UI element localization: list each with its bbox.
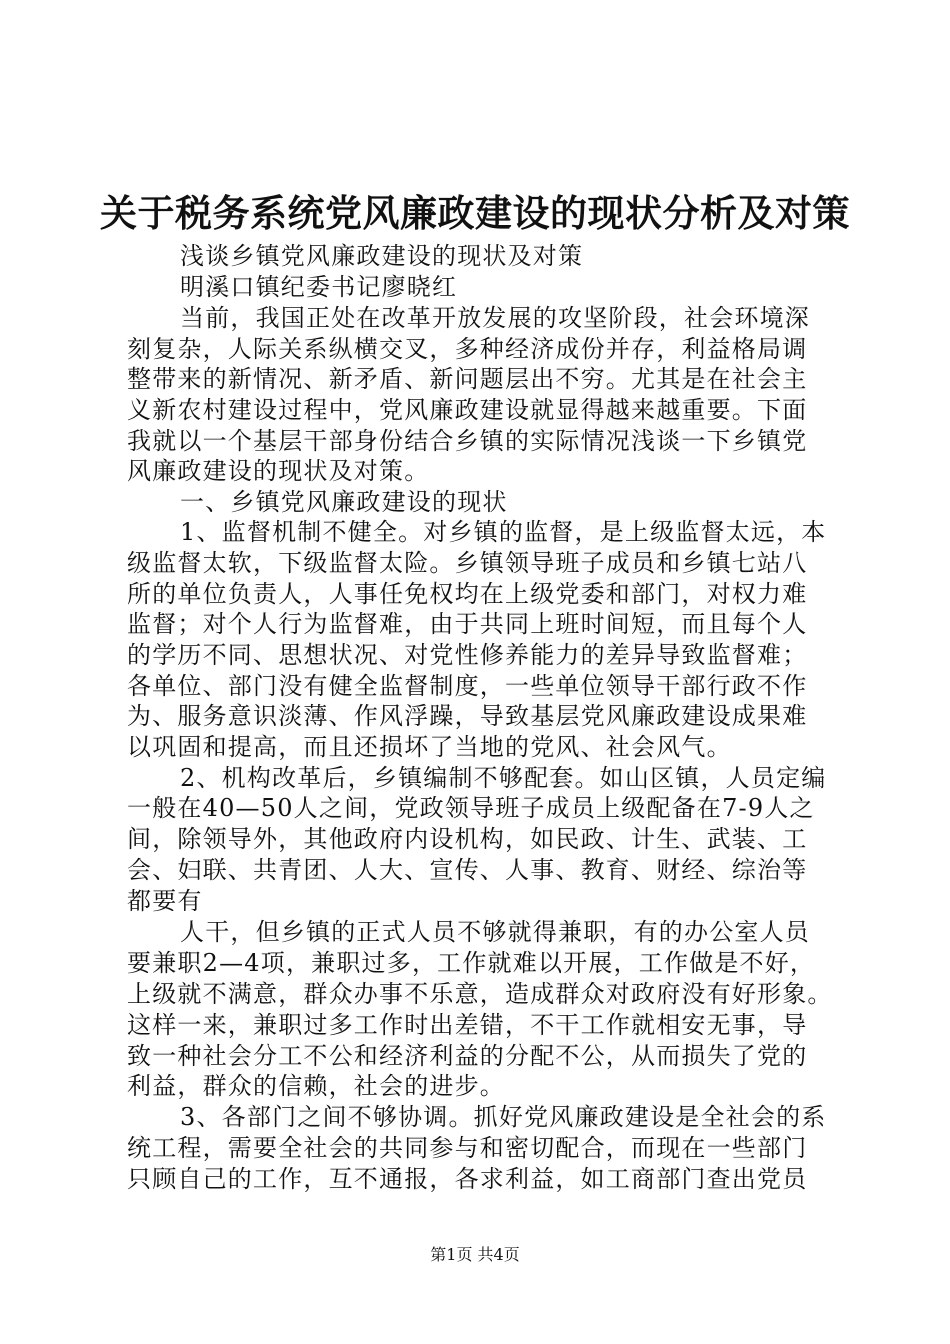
- paragraph-line: 义新农村建设过程中，党风廉政建设就显得越来越重要。下面: [127, 396, 808, 424]
- paragraph-line: 为、服务意识淡薄、作风浮躁，导致基层党风廉政建设成果难: [127, 702, 808, 730]
- paragraph-line: 当前，我国正处在改革开放发展的攻坚阶段，社会环境深: [180, 304, 810, 332]
- paragraph-line: 要兼职2—4项，兼职过多，工作就难以开展，工作做是不好，: [127, 949, 816, 977]
- document-title: 关于税务系统党风廉政建设的现状分析及对策: [100, 192, 850, 235]
- section-heading: 一、乡镇党风廉政建设的现状: [180, 488, 508, 516]
- paragraph-line: 2、机构改革后，乡镇编制不够配套。如山区镇，人员定编: [180, 764, 827, 792]
- paragraph-line: 1、监督机制不健全。对乡镇的监督，是上级监督太远，本: [180, 518, 827, 546]
- paragraph-line: 会、妇联、共青团、人大、宣传、人事、教育、财经、综治等: [127, 856, 808, 884]
- paragraph-line: 都要有: [127, 887, 203, 915]
- paragraph-line: 统工程，需要全社会的共同参与和密切配合，而现在一些部门: [127, 1134, 808, 1162]
- paragraph-line: 一般在40—50人之间，党政领导班子成员上级配备在7-9人之: [127, 794, 815, 822]
- paragraph-line: 的学历不同、思想状况、对党性修养能力的差异导致监督难；: [127, 641, 808, 669]
- paragraph-line: 上级就不满意，群众办事不乐意，造成群众对政府没有好形象。: [127, 980, 833, 1008]
- paragraph-line: 所的单位负责人，人事任免权均在上级党委和部门，对权力难: [127, 580, 808, 608]
- paragraph-line: 级监督太软，下级监督太险。乡镇领导班子成员和乡镇七站八: [127, 549, 808, 577]
- paragraph-line: 利益，群众的信赖，社会的进步。: [127, 1072, 505, 1100]
- paragraph-line: 我就以一个基层干部身份结合乡镇的实际情况浅谈一下乡镇党: [127, 427, 808, 455]
- paragraph-line: 这样一来，兼职过多工作时出差错，不干工作就相安无事，导: [127, 1011, 808, 1039]
- paragraph-line: 致一种社会分工不公和经济利益的分配不公，从而损失了党的: [127, 1042, 808, 1070]
- paragraph-line: 只顾自己的工作，互不通报，各求利益，如工商部门查出党员: [127, 1165, 808, 1193]
- paragraph-line: 整带来的新情况、新矛盾、新问题层出不穷。尤其是在社会主: [127, 365, 808, 393]
- paragraph-line: 3、各部门之间不够协调。抓好党风廉政建设是全社会的系: [180, 1103, 827, 1131]
- author-line: 明溪口镇纪委书记廖晓红: [180, 273, 458, 301]
- paragraph-line: 间，除领导外，其他政府内设机构，如民政、计生、武装、工: [127, 825, 808, 853]
- paragraph-line: 监督；对个人行为监督难，由于共同上班时间短，而且每个人: [127, 610, 808, 638]
- paragraph-line: 刻复杂，人际关系纵横交叉，多种经济成份并存，利益格局调: [127, 335, 808, 363]
- paragraph-line: 各单位、部门没有健全监督制度，一些单位领导干部行政不作: [127, 672, 808, 700]
- page-number: 第1页 共4页: [430, 1245, 520, 1264]
- paragraph-line: 风廉政建设的现状及对策。: [127, 457, 430, 485]
- paragraph-line: 以巩固和提高，而且还损坏了当地的党风、社会风气。: [127, 733, 732, 761]
- paragraph-line: 人干，但乡镇的正式人员不够就得兼职，有的办公室人员: [180, 918, 810, 946]
- subtitle-line: 浅谈乡镇党风廉政建设的现状及对策: [180, 242, 584, 270]
